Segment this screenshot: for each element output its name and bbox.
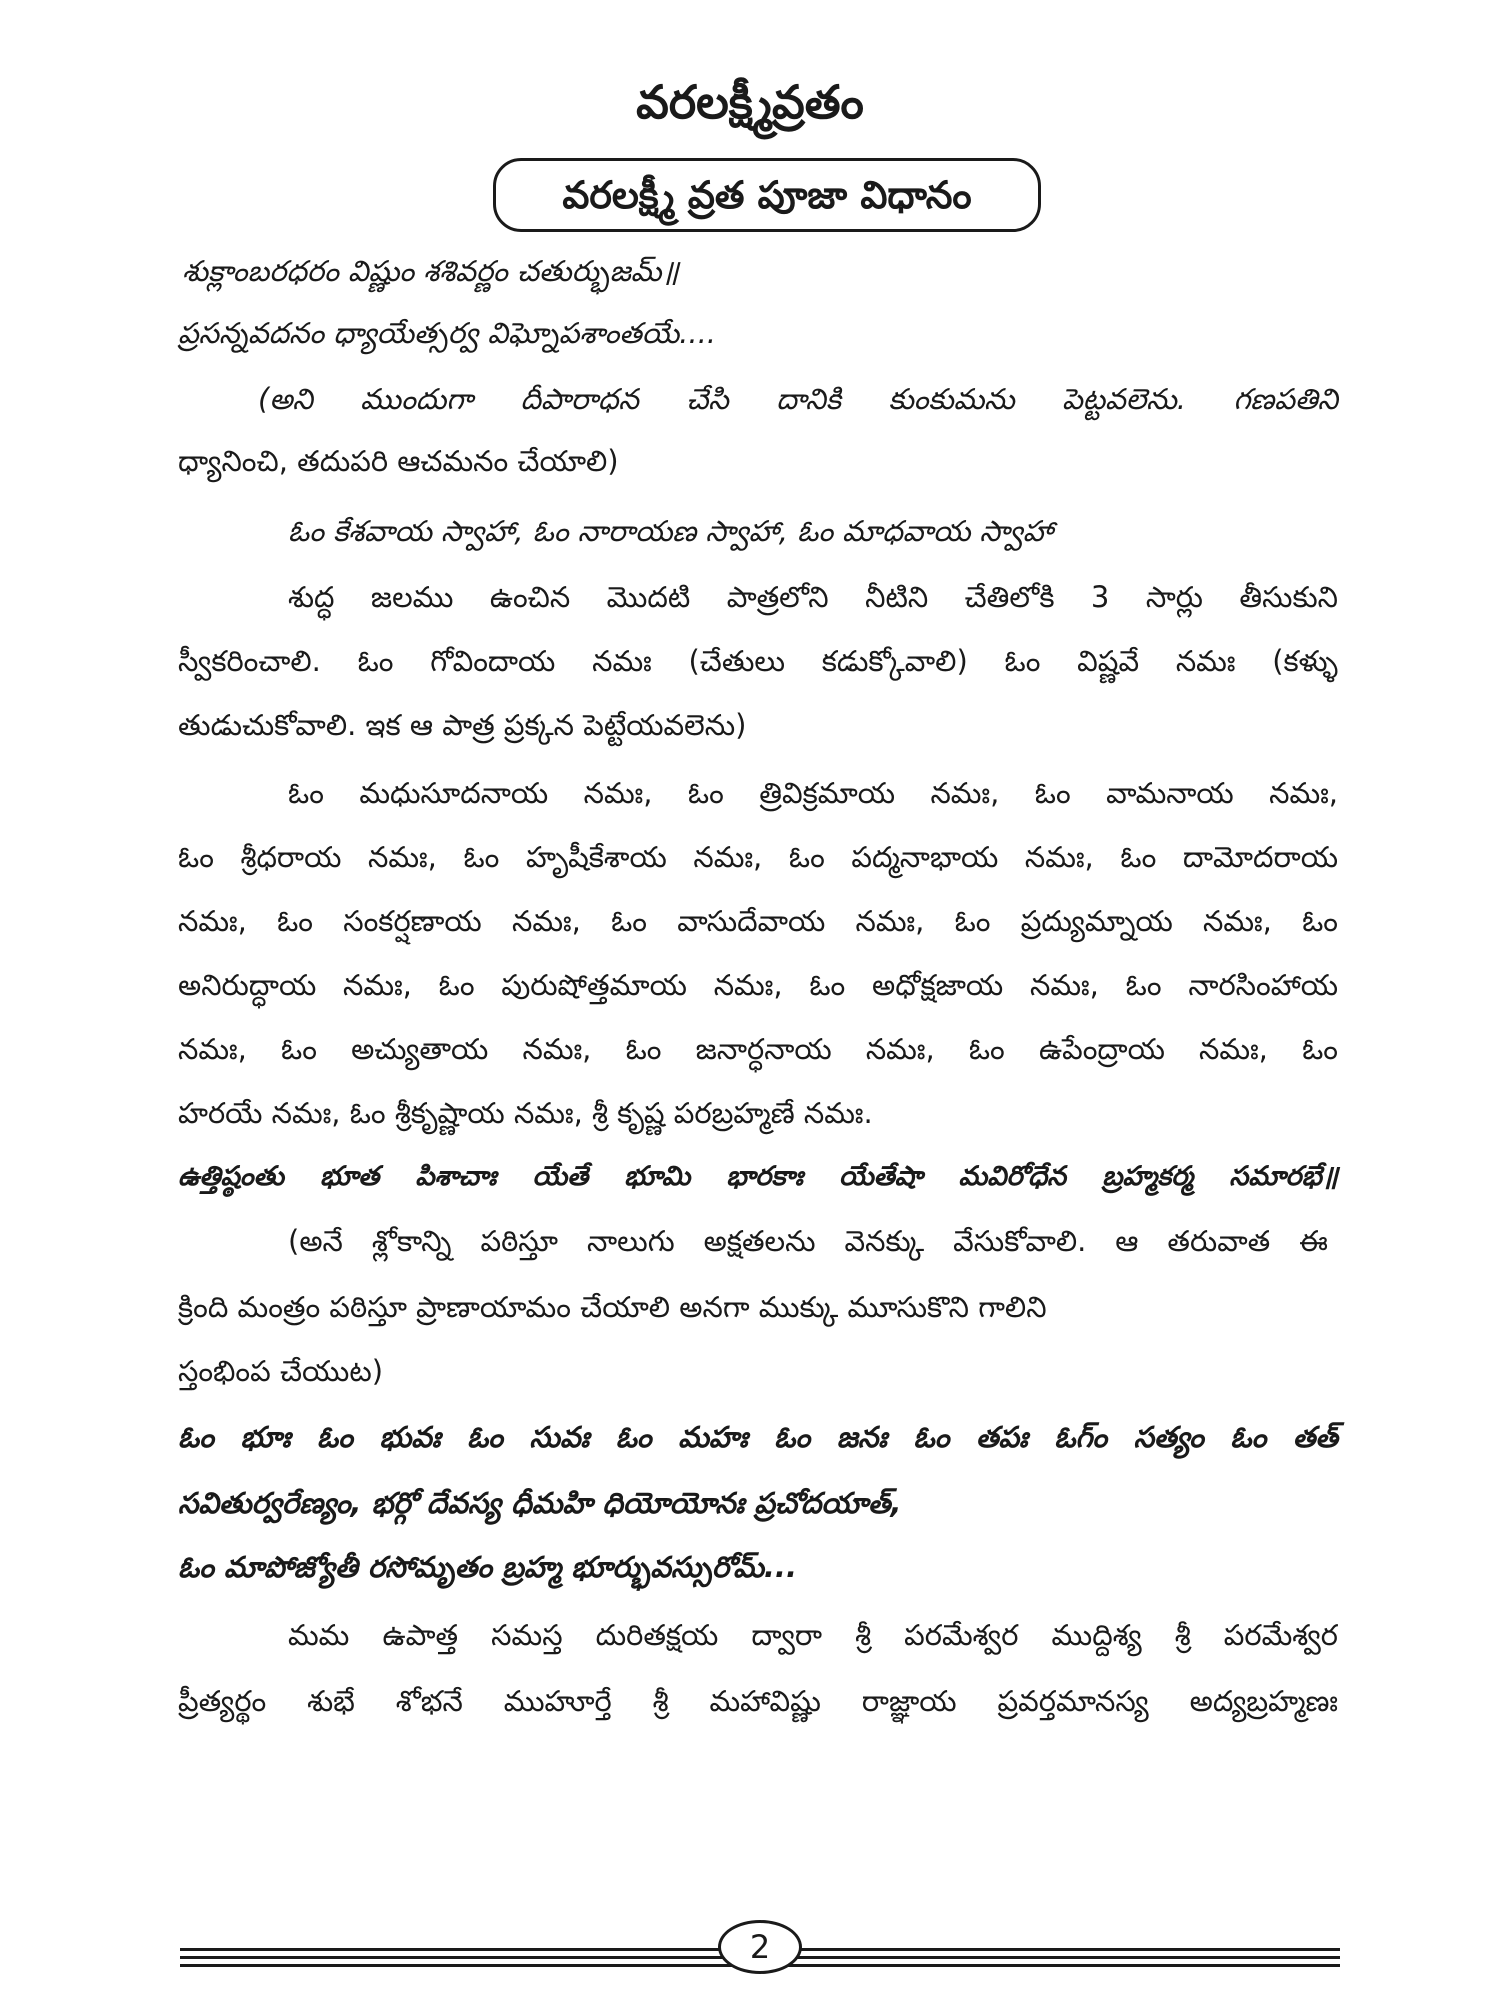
mantra-line: ఓం మాపోజ్యోతీ రసోమృతం బ్రహ్మ భూర్భువస్సురోమ్... [178, 1550, 797, 1584]
paragraph-line: ప్రీత్యర్థం శుభే శోభనే ముహూర్తే శ్రీ మహావిష్ణు రాజ్ఞాయ ప్రవర్తమానస్య అద్యబ్రహ్మణః [178, 1684, 1338, 1718]
paragraph-line: మమ ఉపాత్త సమస్త దురితక్షయ ద్వారా శ్రీ పరమేశ్వర ముద్దిశ్య శ్రీ పరమేశ్వర [288, 1618, 1338, 1652]
instruction-line: (అనే శ్లోకాన్ని పఠిస్తూ నాలుగు అక్షతలను వెనక్కు వేసుకోవాలి. ఆ తరువాత ఈ [288, 1224, 1328, 1258]
instruction-line: (అని ముందుగా దీపారాధన చేసి దానికి కుంకుమను పెట్టవలెను. గణపతిని [258, 382, 1338, 416]
shloka-line: ఉత్తిష్ఠంతు భూత పిశాచాః యేతే భూమి భారకాః యేతేషా మవిరోధేన బ్రహ్మకర్మ సమారభే॥ [178, 1161, 1338, 1192]
paragraph-line: ఓం మధుసూదనాయ నమః, ఓం త్రివిక్రమాయ నమః, ఓం వామనాయ నమః, [288, 776, 1338, 810]
mantra-line: ఓం కేశవాయ స్వాహా, ఓం నారాయణ స్వాహా, ఓం మాధవాయ స్వాహా [288, 514, 1053, 548]
section-heading: వరలక్ష్మీ వ్రత పూజా విధానం [493, 158, 1041, 232]
verse-line: శుక్లాంబరధరం విష్ణుం శశివర్ణం చతుర్భుజమ్॥ [182, 254, 679, 288]
instruction-line: ధ్యానించి, తదుపరి ఆచమనం చేయాలి) [178, 444, 619, 478]
paragraph-line: శుద్ధ జలము ఉంచిన మొదటి పాత్రలోని నీటిని చేతిలోకి 3 సార్లు తీసుకుని [288, 580, 1338, 614]
page-number: 2 [718, 1920, 802, 1974]
paragraph-line: తుడుచుకోవాలి. ఇక ఆ పాత్ర ప్రక్కన పెట్టేయవలెను) [178, 708, 747, 742]
paragraph-line: అనిరుద్ధాయ నమః, ఓం పురుషోత్తమాయ నమః, ఓం అధోక్షజాయ నమః, ఓం నారసింహాయ [178, 968, 1338, 1002]
instruction-line: క్రింది మంత్రం పఠిస్తూ ప్రాణాయామం చేయాలి అనగా ముక్కు మూసుకొని గాలిని [178, 1290, 1047, 1324]
paragraph-line: హరయే నమః, ఓం శ్రీకృష్ణాయ నమః, శ్రీ కృష్ణ పరబ్రహ్మణే నమః. [178, 1096, 873, 1130]
mantra-line: ఓం భూః ఓం భువః ఓం సువః ఓం మహః ఓం జనః ఓం తపః ఓగ్ం సత్యం ఓం తత్ [178, 1420, 1338, 1454]
page-title: వరలక్ష్మీవ్రతం [636, 75, 864, 129]
verse-line: ప్రసన్నవదనం ధ్యాయేత్సర్వ విఘ్నోపశాంతయే.... [178, 316, 717, 350]
paragraph-line: నమః, ఓం అచ్యుతాయ నమః, ఓం జనార్ధనాయ నమః, ఓం ఉపేంద్రాయ నమః, ఓం [178, 1032, 1338, 1066]
paragraph-line: ఓం శ్రీధరాయ నమః, ఓం హృషీకేశాయ నమః, ఓం పద్మనాభాయ నమః, ఓం దామోదరాయ [178, 840, 1338, 874]
paragraph-line: నమః, ఓం సంకర్షణాయ నమః, ఓం వాసుదేవాయ నమః, ఓం ప్రద్యుమ్నాయ నమః, ఓం [178, 904, 1338, 938]
mantra-line: సవితుర్వరేణ్యం, భర్గో దేవస్య ధీమహి ధియోయోనః ప్రచోదయాత్, [178, 1486, 902, 1520]
instruction-line: స్తంభింప చేయుట) [178, 1354, 384, 1388]
page-footer [180, 1928, 1340, 1980]
paragraph-line: స్వీకరించాలి. ఓం గోవిందాయ నమః (చేతులు కడుక్కోవాలి) ఓం విష్ణవే నమః (కళ్ళు [178, 644, 1338, 678]
